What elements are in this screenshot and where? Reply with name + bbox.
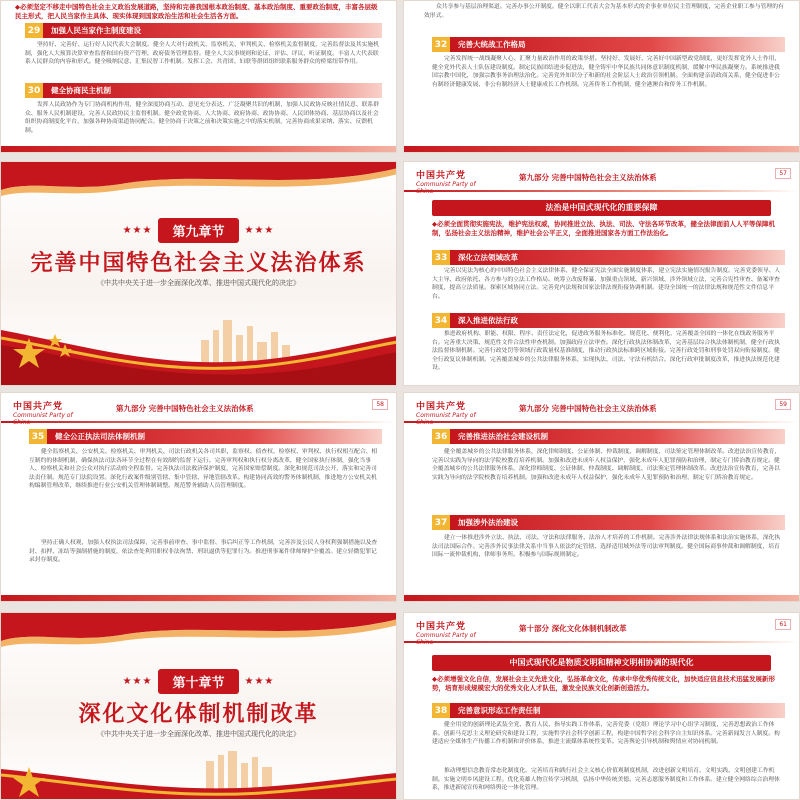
- bottom-band: [1, 595, 396, 601]
- bottom-band: [1, 146, 396, 152]
- slide-page-57: [403, 161, 800, 386]
- intro-text: 众共享参与基层治理渠道。完善办事公开制度。健全以职工代表大会为基本形式的企事业单位民主管理制度，完善企业职工参与管理的有效形式。: [424, 4, 784, 19]
- section-30-header: [25, 83, 382, 98]
- slide-header: [404, 613, 799, 643]
- section-number: 36: [432, 429, 450, 444]
- section-29-header: [25, 23, 382, 38]
- lead-text: ◆必须全面贯彻实施宪法，维护宪法权威，协同推进立法、执法、司法、守法各环节改革，健全法律面前人人平等保障机制，弘扬社会主义法治精神，维护社会公平正义，全面推进国家各方面工作法治化。: [432, 220, 775, 237]
- section-title: 加强涉外法治建设: [450, 515, 785, 530]
- section-number: 29: [25, 23, 43, 38]
- section-number: 33: [432, 250, 450, 265]
- section-title: 健全协商民主机制: [43, 83, 382, 98]
- header-rule: [404, 421, 799, 423]
- section-title: 健全公正执法司法体制机制: [47, 429, 382, 444]
- section-29-text: 坚持好、完善好、运行好人民代表大会制度。健全人大对行政机关、监察机关、审判机关、检察机关监督制度，完善监督法及其实施机制，强化人大预算决算审查监督和国有资产管理、政府债务管理监督。健全人大议事规则和论证、评估、评议、听证制度。丰富人大代表联系人民群众的内容和形式。健全吸纳民意、汇集民智工作机制。发挥工会、共青团、妇联等群团组织联系服务群众的桥梁纽带作用。: [25, 42, 380, 66]
- slide-united-front: [403, 0, 800, 153]
- star-decoration-left: ★★★: [122, 676, 153, 687]
- lead-text: ◆必须增强文化自信，发展社会主义先进文化，弘扬革命文化，传承中华优秀传统文化，加快适应信息技术迅猛发展新形势，培育形成规模宏大的优秀文化人才队伍，激发全民族文化创新创造活力。: [432, 675, 775, 692]
- party-name-en: Communist Party of: [416, 632, 476, 639]
- section-30-text: 发挥人民政协作为专门协商机构作用，健全深度协商互动、意见充分表达、广泛凝聚共识的机制，加强人民政协反映社情民意、联系群众、服务人民机制建设，完善人民政协民主监督机制。健全政党协商、人大协商、政府协商、政协协商、人民团体协商、基层协商以及社会组织协商制度化平台，加强各种协商渠道协同配合。健全协商于决策之前和决策实施之中的落实机制，完善协商成果采纳、落实、反馈机制。: [25, 102, 380, 134]
- chapter-10-cover: [0, 612, 397, 800]
- chapter-label-row: [1, 218, 396, 243]
- slide-page-58: [0, 392, 397, 602]
- chapter-label: 第九章节: [158, 218, 238, 243]
- section-title: 完善大统战工作格局: [450, 37, 785, 52]
- bottom-band: [404, 146, 799, 152]
- section-number: 30: [25, 83, 43, 98]
- section-number: 32: [432, 37, 450, 52]
- header-rule: [404, 190, 799, 192]
- section-37-text: 建立一体推进涉外立法、执法、司法、守法和法律服务、法治人才培养的工作机制。完善涉外法律法规体系和法治实施体系，深化执法司法国际合作。完善涉外民事法律关系中当事人依法约定管辖、选择适用域外法等司法审判制度。健全国际商事仲裁和调解制度，培育国际一流仲裁机构、律师事务所。积极参与国际规则制定。: [432, 535, 781, 559]
- chapter-title: 深化文化体制机制改革: [78, 702, 319, 727]
- section-title: 深化立法领域改革: [450, 250, 785, 265]
- page-number: 58: [372, 399, 388, 410]
- section-35-header: [29, 429, 382, 444]
- chapter-title: 完善中国特色社会主义法治体系: [30, 251, 367, 276]
- section-number: 35: [29, 429, 47, 444]
- party-name-cn: 中国共产党: [416, 171, 467, 181]
- section-32-header: [432, 37, 785, 52]
- section-38-header: [432, 703, 785, 718]
- red-flag-swoosh: [1, 290, 397, 385]
- chapter-subtitle: 《中共中央关于进一步全面深化改革、推进中国式现代化的决定》: [97, 279, 300, 287]
- highlight-banner: 法治是中国式现代化的重要保障: [432, 200, 771, 216]
- section-title: 深入推进依法行政: [450, 313, 785, 328]
- section-number: 37: [432, 515, 450, 530]
- section-33-header: [432, 250, 785, 265]
- star-decoration-right: ★★★: [244, 676, 275, 687]
- slide-page-61: [403, 612, 800, 800]
- star-decoration-left: ★★★: [122, 225, 153, 236]
- part-title: 第九部分 完善中国特色社会主义法治体系: [519, 173, 657, 182]
- chapter-label: 第十章节: [158, 669, 238, 694]
- section-35-text-2: 坚持正确人权观，加强人权执法司法保障，完善事前审查、事中监督、事后纠正等工作机制，完善涉及公民人身权利强制措施以及查封、扣押、冻结等强制措施的制度，依法查处利用职权非法拘禁、刑讯逼供等犯罪行为。推进刑事案件律师辩护全覆盖。建立轻微犯罪记录封存制度。: [29, 540, 378, 564]
- highlight-banner: 中国式现代化是物质文明和精神文明相协调的现代化: [432, 655, 771, 671]
- slide-page-59: [403, 392, 800, 602]
- section-title: 完善意识形态工作责任制: [450, 703, 785, 718]
- section-35-text: 健全监察机关、公安机关、检察机关、审判机关、司法行政机关各司其职，监察权、侦查权、检察权、审判权、执行权相互配合、相互制约的体制机制，确保执法司法各环节全过程在有效制约监督下运行。完善审判权和执行权分离改革，健全国家执行体制，强化当事人、检察机关和社会公众对执行活动的全程监督。完善执法司法救济保护制度，完善国家赔偿制度。深化和规范司法公开，落实和完善司法责任制。规范专门法院设置。深化行政案件级别管辖、集中管辖、异地管辖改革。构建协同高效的警务体制机制，推进地方公安机关机构编制管理改革，继续推进行业公安机关管理体制调整。规范警务辅助人员管理制度。: [29, 449, 378, 490]
- bottom-band: [404, 595, 799, 601]
- section-38-text: 健全用党的创新理论武装全党、教育人民、指导实践工作体系，完善党委（党组）理论学习中心组学习制度，完善思想政治工作体系。创新马克思主义理论研究和建设工程，实施哲学社会科学创新工程，构建中国哲学社会科学自主知识体系。完善新闻发言人制度。构建适应全媒体生产传播工作机制和评价体系，推进主流媒体系统性变革。完善舆论引导机制和舆情应对协同机制。: [432, 722, 780, 746]
- section-32-text: 完善发挥统一战线凝聚人心、汇聚力量政治作用的政策举措。坚持好、发展好、完善好中国新型政党制度，更好发挥党外人士作用，健全党外代表人士队伍建设制度。制定民族团结进步促进法，健全铸牢中华民族共同体意识制度机制，缓解中华民族凝聚力。系统推进我国宗教中国化，加强宗教事务治理法治化。完善党外知识分子和新的社会阶层人士政治引领机制。全面构建亲清政商关系，健全促进非公有制经济健康发展、非公有制经济人士健康成长工作机制。完善侨务工作机制，健全港澳台和侨务工作机制。: [432, 56, 781, 88]
- part-title: 第九部分 完善中国特色社会主义法治体系: [519, 404, 657, 413]
- red-flag-swoosh: [1, 747, 397, 799]
- page-number: 61: [775, 619, 791, 630]
- top-wave-decoration: [1, 613, 397, 653]
- top-wave-decoration: [1, 162, 397, 202]
- slide-political-system: [0, 0, 397, 153]
- slide-header: [404, 162, 799, 192]
- section-title: 完善推进法治社会建设机制: [450, 429, 785, 444]
- section-38-text-2: 推动理想信念教育常态化制度化。完善培育和践行社会主义核心价值观制度机制，改进创新文明培育、文明实践、文明创建工作机制。实施文明乡风建设工程。优化英雄人物宣传学习机制，弘扬中华传统美德。完善志愿服务制度和工作体系。建立健全网络综合治理体系，推进新闻宣传和网络舆论一体化管理。: [432, 768, 780, 792]
- section-title: 加强人民当家作主制度建设: [43, 23, 382, 38]
- section-37-header: [432, 515, 785, 530]
- section-33-text: 完善以宪法为核心的中国特色社会主义法律体系，健全保证宪法全面实施制度体系，建立宪法实施情况报告制度。完善党委领导、人大主导、政府依托、各方参与的立法工作格局。统筹立改废释纂，加强重点领域、新兴领域、涉外领域立法，完善合宪性审查、备案审查制度，提高立法质量。探索区域协同立法。完善党内法规和国家法律法规衔接协调机制。建设全国统一的法律法规和规范性文件信息平台。: [432, 268, 781, 300]
- chapter-label-row: [1, 669, 396, 694]
- party-name-en: Communist Party of: [13, 412, 73, 419]
- chapter-9-cover: [0, 161, 397, 386]
- party-name-cn: 中国共产党: [13, 402, 64, 412]
- star-decoration-right: ★★★: [244, 225, 275, 236]
- party-name-cn: 中国共产党: [416, 622, 467, 632]
- section-number: 38: [432, 703, 450, 718]
- lead-text: ◆必须坚定不移走中国特色社会主义政治发展道路，坚持和完善我国根本政治制度、基本政治制度、重要政治制度，丰富各层级民主形式，把人民当家作主具体、现实体现到国家政治生活和社会生活各方面。: [15, 3, 378, 20]
- part-title: 第十部分 深化文化体制机制改革: [519, 624, 627, 633]
- section-36-text: 健全覆盖城乡的公共法律服务体系，深化律师制度、公证体制、仲裁制度、调解制度、司法鉴定管理体制改革。改进法治宣传教育，完善以实践为导向的法学院校教育培养机制。加强和改进未成年人权益保护，强化未成年人犯罪预防和治理，制定专门矫治教育规定。健全覆盖城乡的公共法律服务体系，深化律师制度、公证体制、仲裁制度、调解制度、司法鉴定管理体制改革。改进法治宣传教育，完善以实践为导向的法学院校教育培养机制。加强和改进未成年人权益保护，强化未成年人犯罪预防和治理，制定专门矫治教育规定。: [432, 449, 781, 481]
- section-34-header: [432, 313, 785, 328]
- page-number: 59: [775, 399, 791, 410]
- header-rule: [404, 641, 799, 643]
- party-name-en: Communist Party of: [416, 181, 476, 188]
- party-name-cn: 中国共产党: [416, 402, 467, 412]
- header-rule: [1, 421, 396, 423]
- party-name-en: Communist Party of: [416, 412, 476, 419]
- slide-header: [1, 393, 396, 423]
- section-36-header: [432, 429, 785, 444]
- part-title: 第九部分 完善中国特色社会主义法治体系: [116, 404, 254, 413]
- page-number: 57: [775, 168, 791, 179]
- slide-header: [404, 393, 799, 423]
- section-34-text: 推进政府机构、职能、权限、程序、责任法定化，促进政务服务标准化、规范化、便利化，完善覆盖全国的一体化在线政务服务平台。完善重大决策、规范性文件合法性审查机制。加强政府立法审查。深化行政执法体制改革，完善基层综合执法体制机制，健全行政执法监督体制机制。完善行政处罚等领域行政裁量权基准制度，推动行政执法标准跨区域衔接。完善行政处罚和刑事处罚双向衔接制度。健全行政复议体制机制。完善覆盖城乡的公共法律服务体系，实现执法、司法、守法有机结合。深化行政审批制度改革，推进执法规范化建设。: [432, 331, 780, 372]
- section-number: 34: [432, 313, 450, 328]
- chapter-subtitle: 《中共中央关于进一步全面深化改革、推进中国式现代化的决定》: [97, 730, 300, 738]
